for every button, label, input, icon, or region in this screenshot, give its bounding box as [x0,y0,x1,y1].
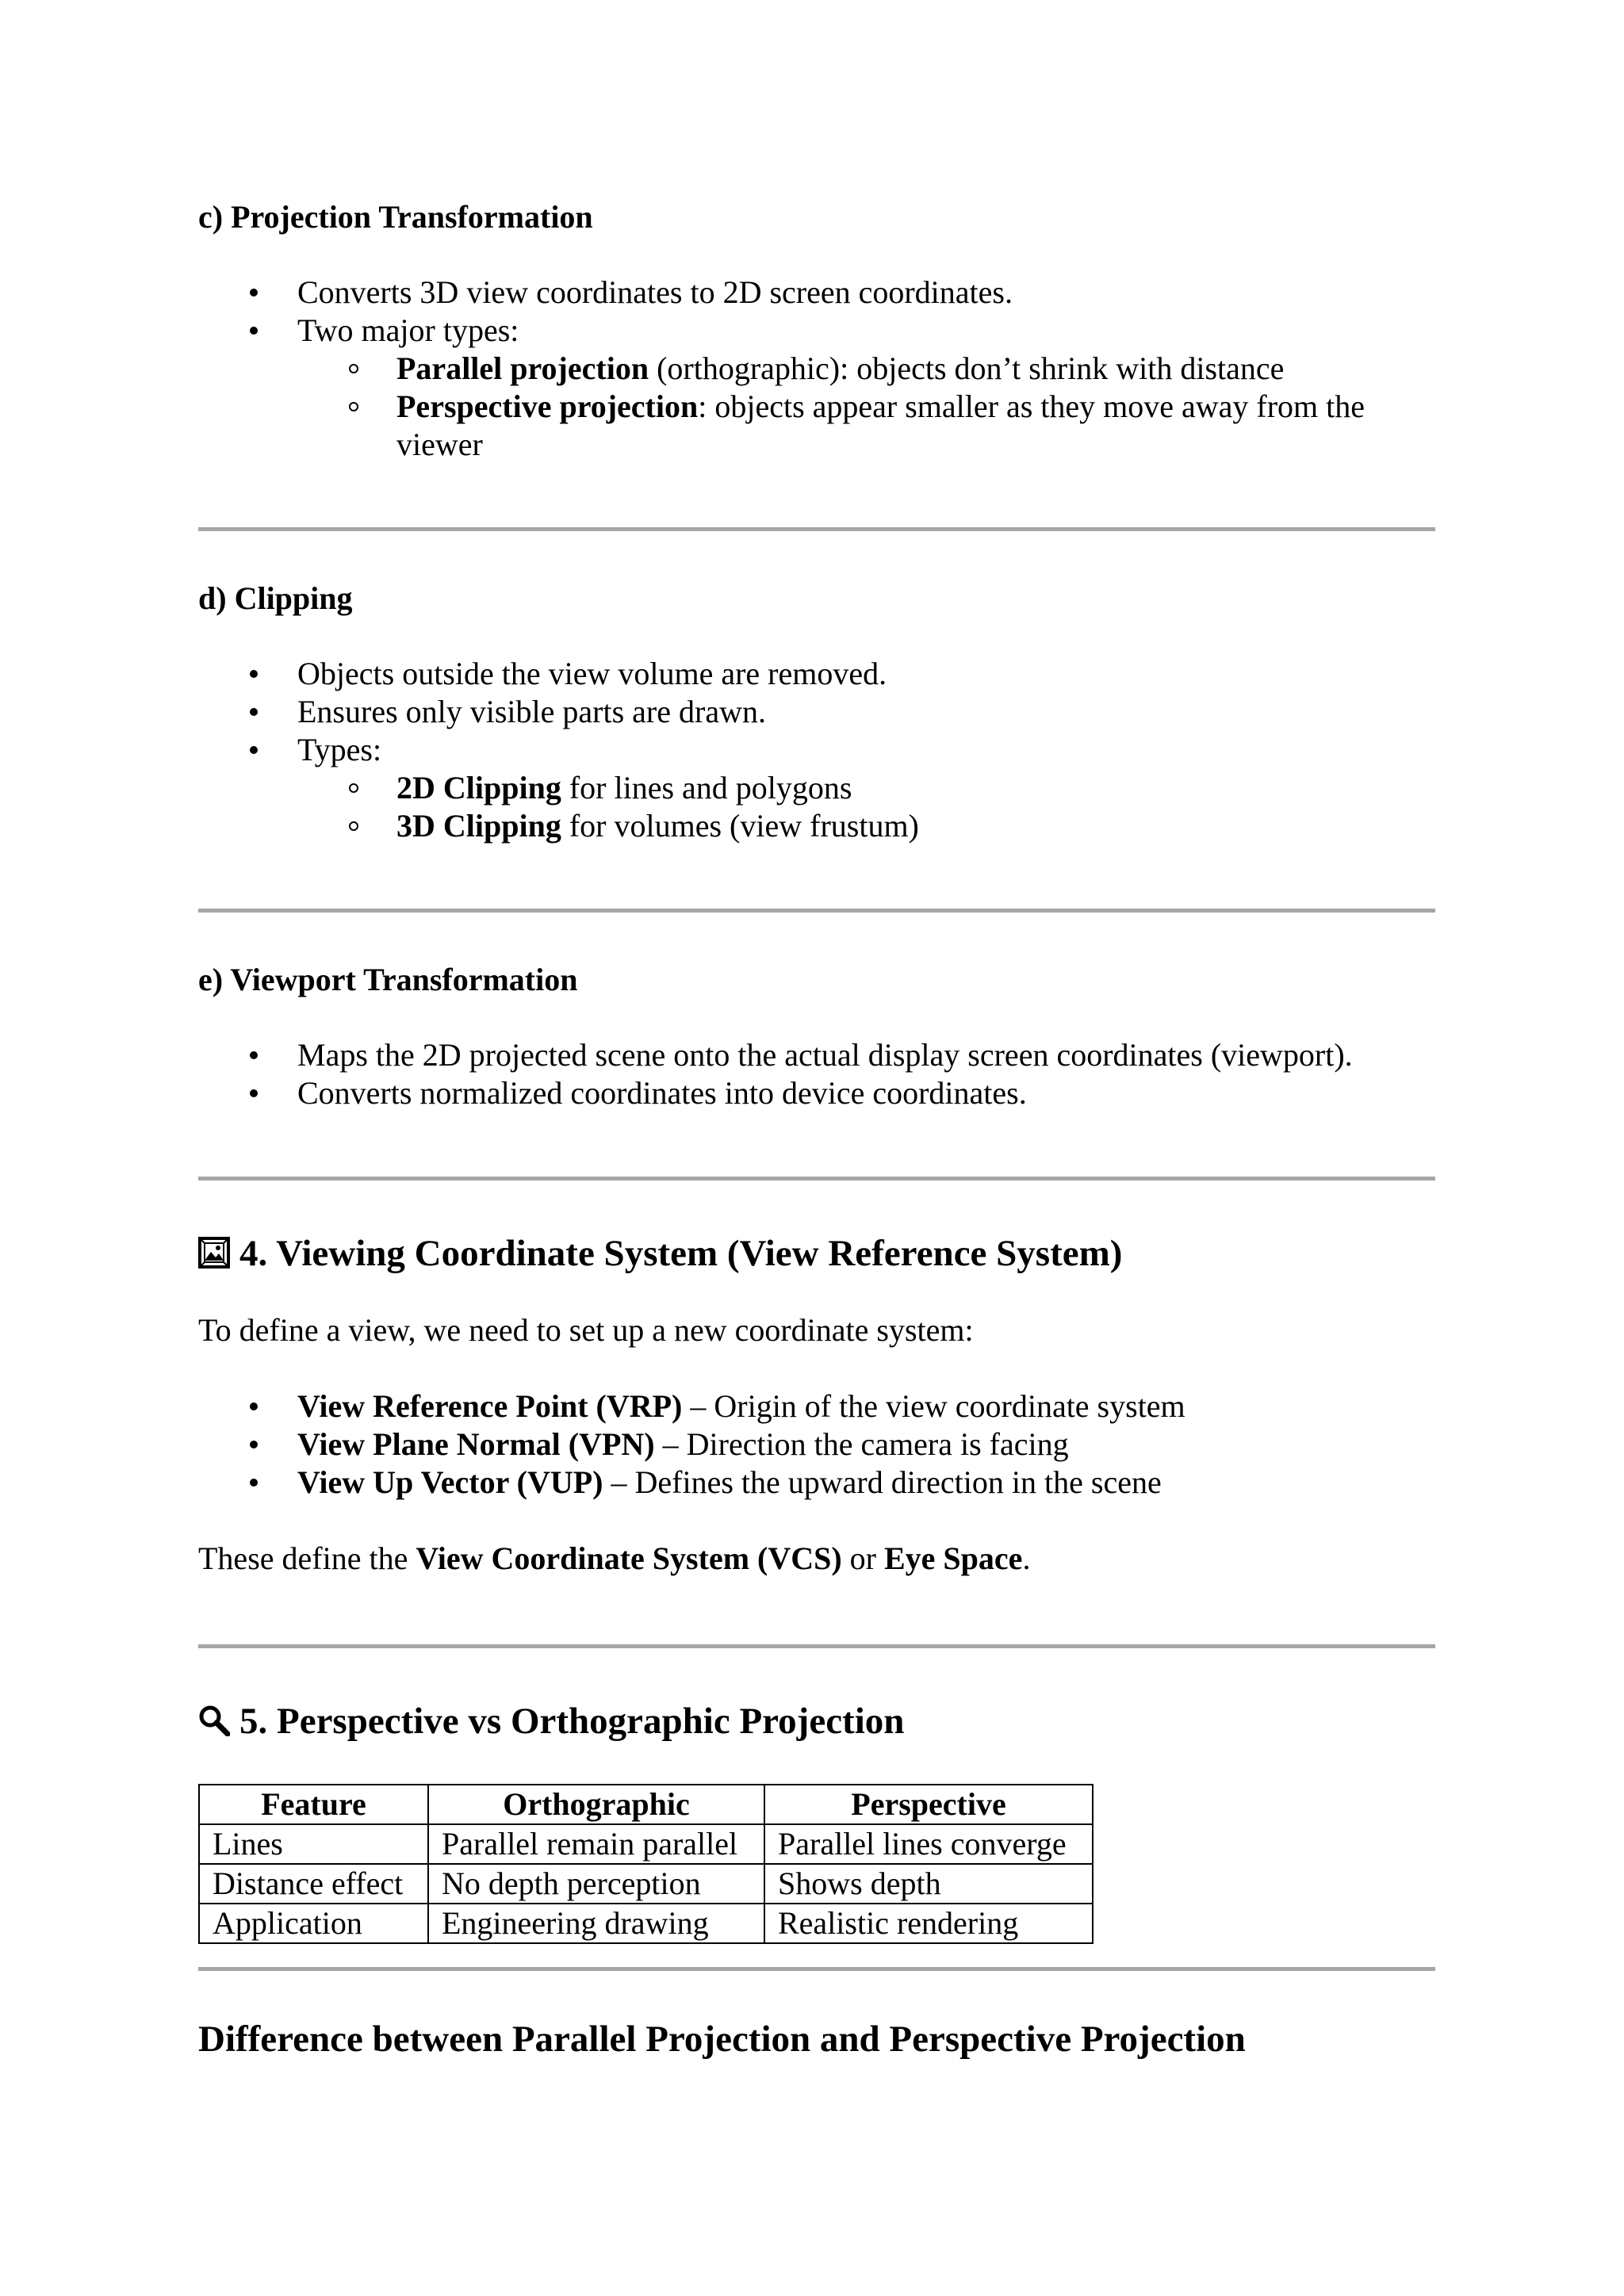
table-header-cell: Feature [199,1785,428,1824]
bullet-icon [250,670,258,678]
circle-bullet-icon [349,364,358,373]
list-item: Maps the 2D projected scene onto the actual display screen coordinates (viewport). [297,1036,1353,1074]
section-c-subitems [396,350,1427,464]
section-4-heading: 4. Viewing Coordinate System (View Reference System) [198,1231,1122,1279]
bullet-icon [250,708,258,716]
bullet-icon [250,1051,258,1059]
magnifier-icon [198,1702,230,1747]
list-item: Ensures only visible parts are drawn. [297,693,887,731]
section-e-bullets [297,1036,1353,1112]
list-item: View Up Vector (VUP) – Defines the upward direction in the scene [297,1464,1185,1502]
bullet-icon [250,327,258,335]
list-item: Types: [297,731,887,769]
section-d-bullets [297,655,887,769]
list-item: Converts normalized coordinates into device coordinates. [297,1074,1353,1112]
horizontal-rule [198,1177,1435,1181]
table-cell: Lines [199,1824,428,1864]
table-header-row [199,1785,1093,1824]
list-item: 3D Clipping for volumes (view frustum) [396,807,1427,845]
bullet-icon [250,1402,258,1410]
table-header-cell: Orthographic [428,1785,764,1824]
table-row [199,1864,1093,1904]
list-item: Parallel projection (orthographic): objects don’t shrink with distance [396,350,1427,388]
table-header-cell: Perspective [764,1785,1093,1824]
table-cell: Application [199,1904,428,1943]
horizontal-rule [198,909,1435,913]
bullet-icon [250,746,258,754]
list-item: Perspective projection: objects appear smaller as they move away from the viewer [396,388,1427,464]
table-cell: Distance effect [199,1864,428,1904]
table-row [199,1904,1093,1943]
bullet-icon [250,1089,258,1097]
horizontal-rule [198,1967,1435,1971]
section-c-bullets [297,274,1013,350]
horizontal-rule [198,527,1435,531]
list-item: View Plane Normal (VPN) – Direction the camera is facing [297,1425,1185,1464]
final-heading: Difference between Parallel Projection and Perspective Projection [198,2019,1246,2060]
bullet-icon [250,289,258,297]
section-d-heading: d) Clipping [198,580,353,616]
list-item: View Reference Point (VRP) – Origin of the view coordinate system [297,1387,1185,1425]
bullet-icon [250,1479,258,1487]
section-4-bullets [297,1387,1185,1502]
circle-bullet-icon [349,821,358,831]
comparison-table [198,1784,1094,1944]
circle-bullet-icon [349,402,358,411]
framed-picture-icon [198,1234,230,1279]
section-e-heading: e) Viewport Transformation [198,962,578,997]
table-cell: Parallel lines converge [764,1824,1093,1864]
circle-bullet-icon [349,783,358,793]
table-cell: Engineering drawing [428,1904,764,1943]
section-d-subitems [396,769,1427,845]
table-cell: Parallel remain parallel [428,1824,764,1864]
section-4-closing: These define the View Coordinate System (VCS) or Eye Space. [198,1540,1031,1576]
horizontal-rule [198,1644,1435,1648]
section-c-heading: c) Projection Transformation [198,199,593,235]
section-4-intro: To define a view, we need to set up a new coordinate system: [198,1312,974,1348]
list-item: Objects outside the view volume are removed. [297,655,887,693]
bullet-icon [250,1441,258,1448]
list-item: Two major types: [297,312,1013,350]
table-row [199,1824,1093,1864]
section-5-heading: 5. Perspective vs Orthographic Projection [198,1699,904,1747]
table-cell: Shows depth [764,1864,1093,1904]
list-item: Converts 3D view coordinates to 2D screen coordinates. [297,274,1013,312]
table-cell: No depth perception [428,1864,764,1904]
table-cell: Realistic rendering [764,1904,1093,1943]
list-item: 2D Clipping for lines and polygons [396,769,1427,807]
